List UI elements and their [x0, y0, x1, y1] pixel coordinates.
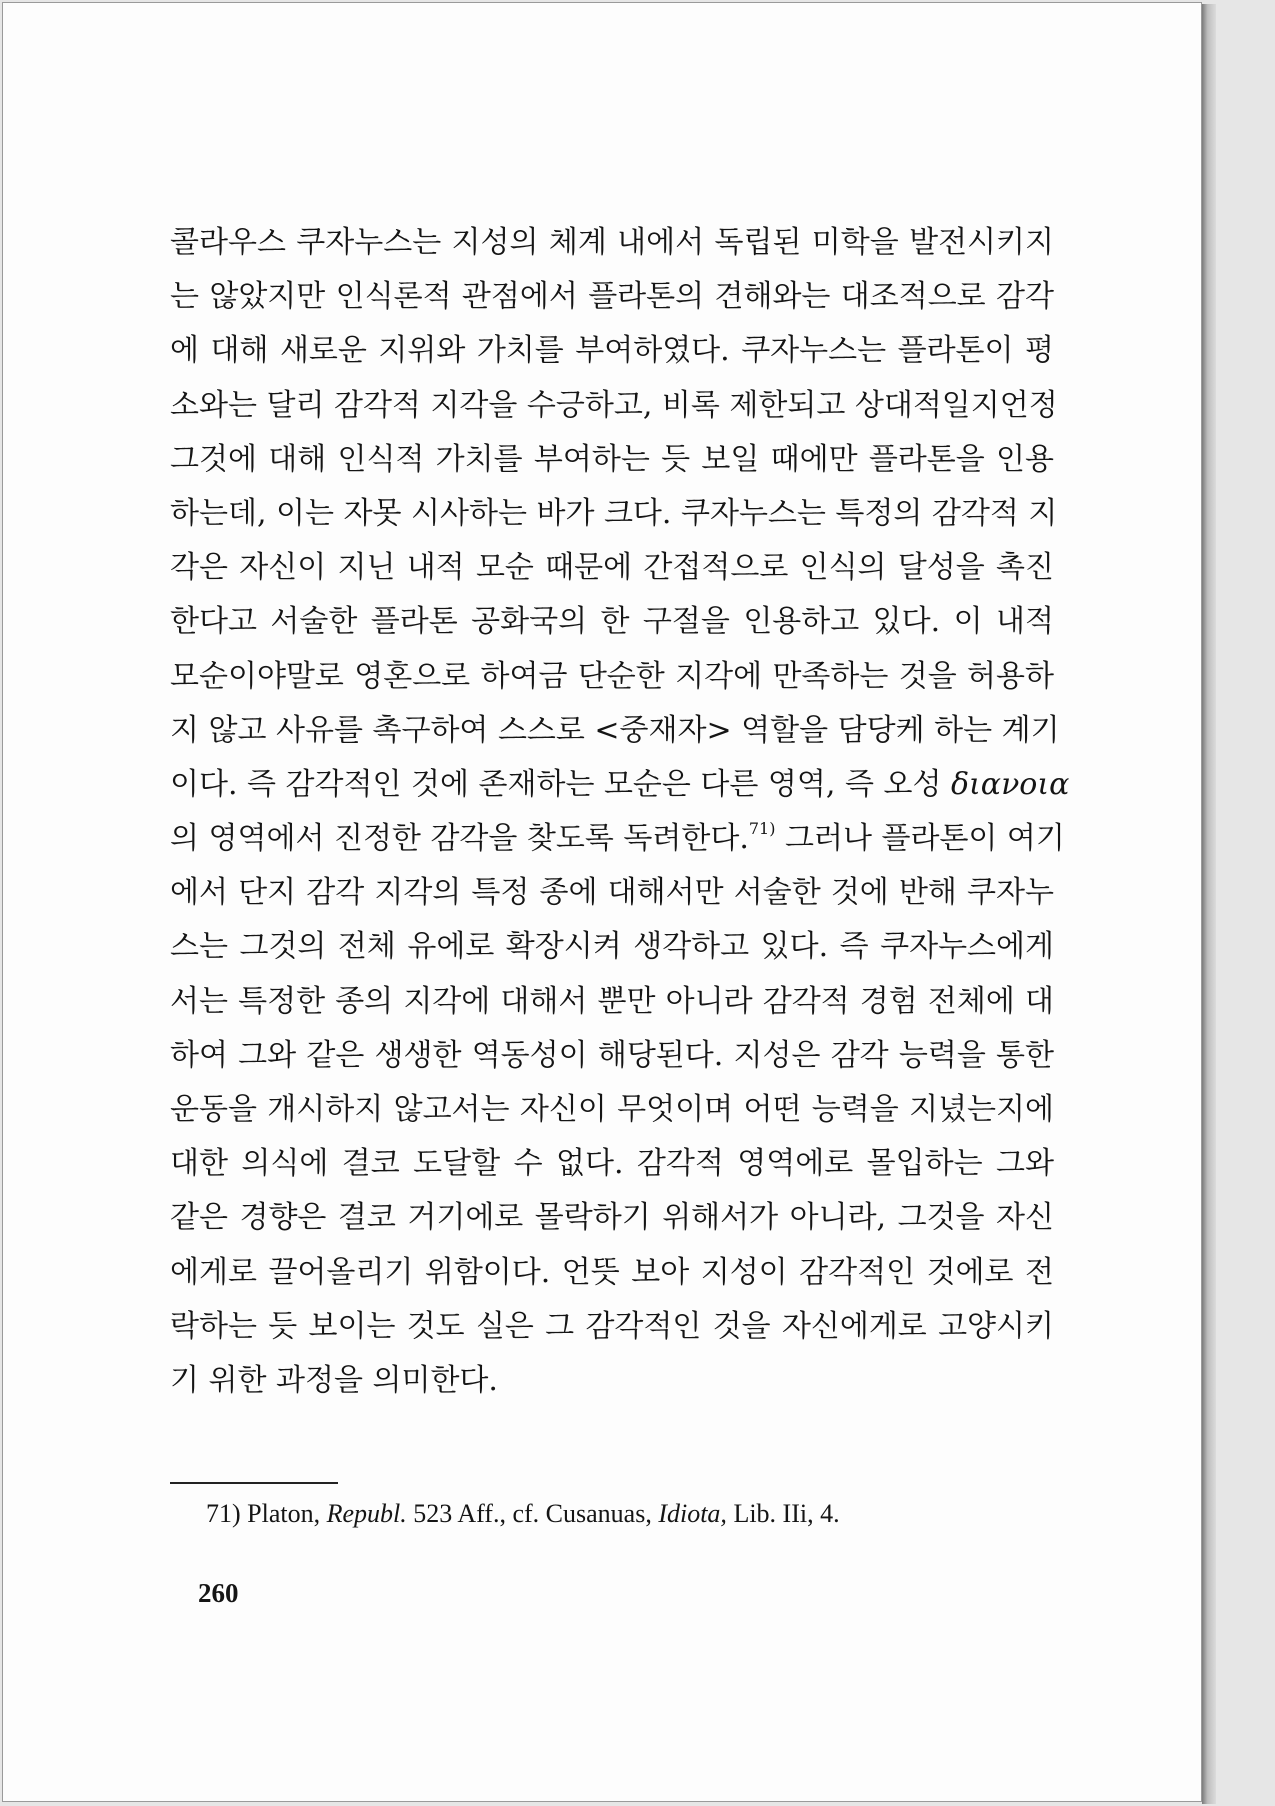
text-line: 소와는 달리 감각적 지각을 수긍하고, 비록 제한되고 상대적일지언정	[170, 387, 1058, 423]
footnote-work-title: Idiota,	[658, 1499, 727, 1528]
text-line: 대한 의식에 결코 도달할 수 없다. 감각적 영역에로 몰입하는 그와	[170, 1146, 1054, 1182]
text-line: 락하는 듯 보이는 것도 실은 그 감각적인 것을 자신에게로 고양시키	[170, 1308, 1054, 1344]
text-line: 에 대해 새로운 지위와 가치를 부여하였다. 쿠자누스는 플라톤이 평	[170, 333, 1054, 369]
text-segment: 이다. 즉 감각적인 것에 존재하는 모순은 다른 영역, 즉 오성	[170, 766, 942, 802]
text-line: 기 위한 과정을 의미한다.	[170, 1362, 498, 1398]
footnote-author: Platon,	[247, 1499, 321, 1528]
text-line: 지 않고 사유를 촉구하여 스스로 <중재자> 역할을 담당케 하는 계기	[170, 712, 1060, 748]
text-line: 에게로 끌어올리기 위함이다. 언뜻 보아 지성이 감각적인 것에로 전	[170, 1254, 1054, 1290]
footnote-reference[interactable]: 71)	[748, 819, 776, 839]
text-line: 같은 경향은 결코 거기에로 몰락하기 위해서가 아니라, 그것을 자신	[170, 1200, 1054, 1236]
footnote-number: 71)	[206, 1499, 241, 1528]
page-number: 260	[198, 1578, 239, 1608]
text-line: 각은 자신이 지닌 내적 모순 때문에 간접적으로 인식의 달성을 촉진	[170, 550, 1054, 586]
text-line: 모순이야말로 영혼으로 하여금 단순한 지각에 만족하는 것을 허용하	[170, 658, 1054, 694]
text-line: 하여 그와 같은 생생한 역동성이 해당된다. 지성은 감각 능력을 통한	[170, 1037, 1054, 1073]
text-segment: 그러나 플라톤이 여기	[775, 821, 1065, 857]
text-line: 운동을 개시하지 않고서는 자신이 무엇이며 어떤 능력을 지녔는지에	[170, 1092, 1054, 1127]
text-line-with-greek	[170, 758, 1070, 812]
text-line: 서는 특정한 종의 지각에 대해서 뿐만 아니라 감각적 경험 전체에 대	[170, 983, 1054, 1019]
text-line: 콜라우스 쿠자누스는 지성의 체계 내에서 독립된 미학을 발전시키지	[170, 225, 1054, 260]
footnote	[206, 1499, 840, 1529]
footnote-reference-text: Lib. IIi, 4.	[733, 1499, 840, 1528]
text-line-with-footnote-ref	[170, 812, 1065, 866]
footnote-divider	[170, 1482, 338, 1484]
footnote-work-title: Republ.	[326, 1499, 407, 1528]
text-line: 그것에 대해 인식적 가치를 부여하는 듯 보일 때에만 플라톤을 인용	[170, 441, 1054, 477]
text-line: 하는데, 이는 자못 시사하는 바가 크다. 쿠자누스는 특정의 감각적 지	[170, 495, 1058, 531]
text-line: 에서 단지 감각 지각의 특정 종에 대해서만 서술한 것에 반해 쿠자누	[170, 875, 1054, 911]
text-line: 는 않았지만 인식론적 관점에서 플라톤의 견해와는 대조적으로 감각	[170, 279, 1054, 315]
text-line: 스는 그것의 전체 유에로 확장시켜 생각하고 있다. 즉 쿠자누스에게	[170, 929, 1054, 965]
greek-term: διανοια	[950, 766, 1070, 802]
text-segment: 의 영역에서 진정한 감각을 찾도록 독려한다.	[170, 821, 749, 857]
body-text	[170, 216, 1070, 1408]
footnote-reference-text: 523 Aff., cf. Cusanuas,	[413, 1499, 652, 1528]
text-line: 한다고 서술한 플라톤 공화국의 한 구절을 인용하고 있다. 이 내적	[170, 604, 1054, 640]
page-edge-shadow	[1202, 4, 1216, 1804]
